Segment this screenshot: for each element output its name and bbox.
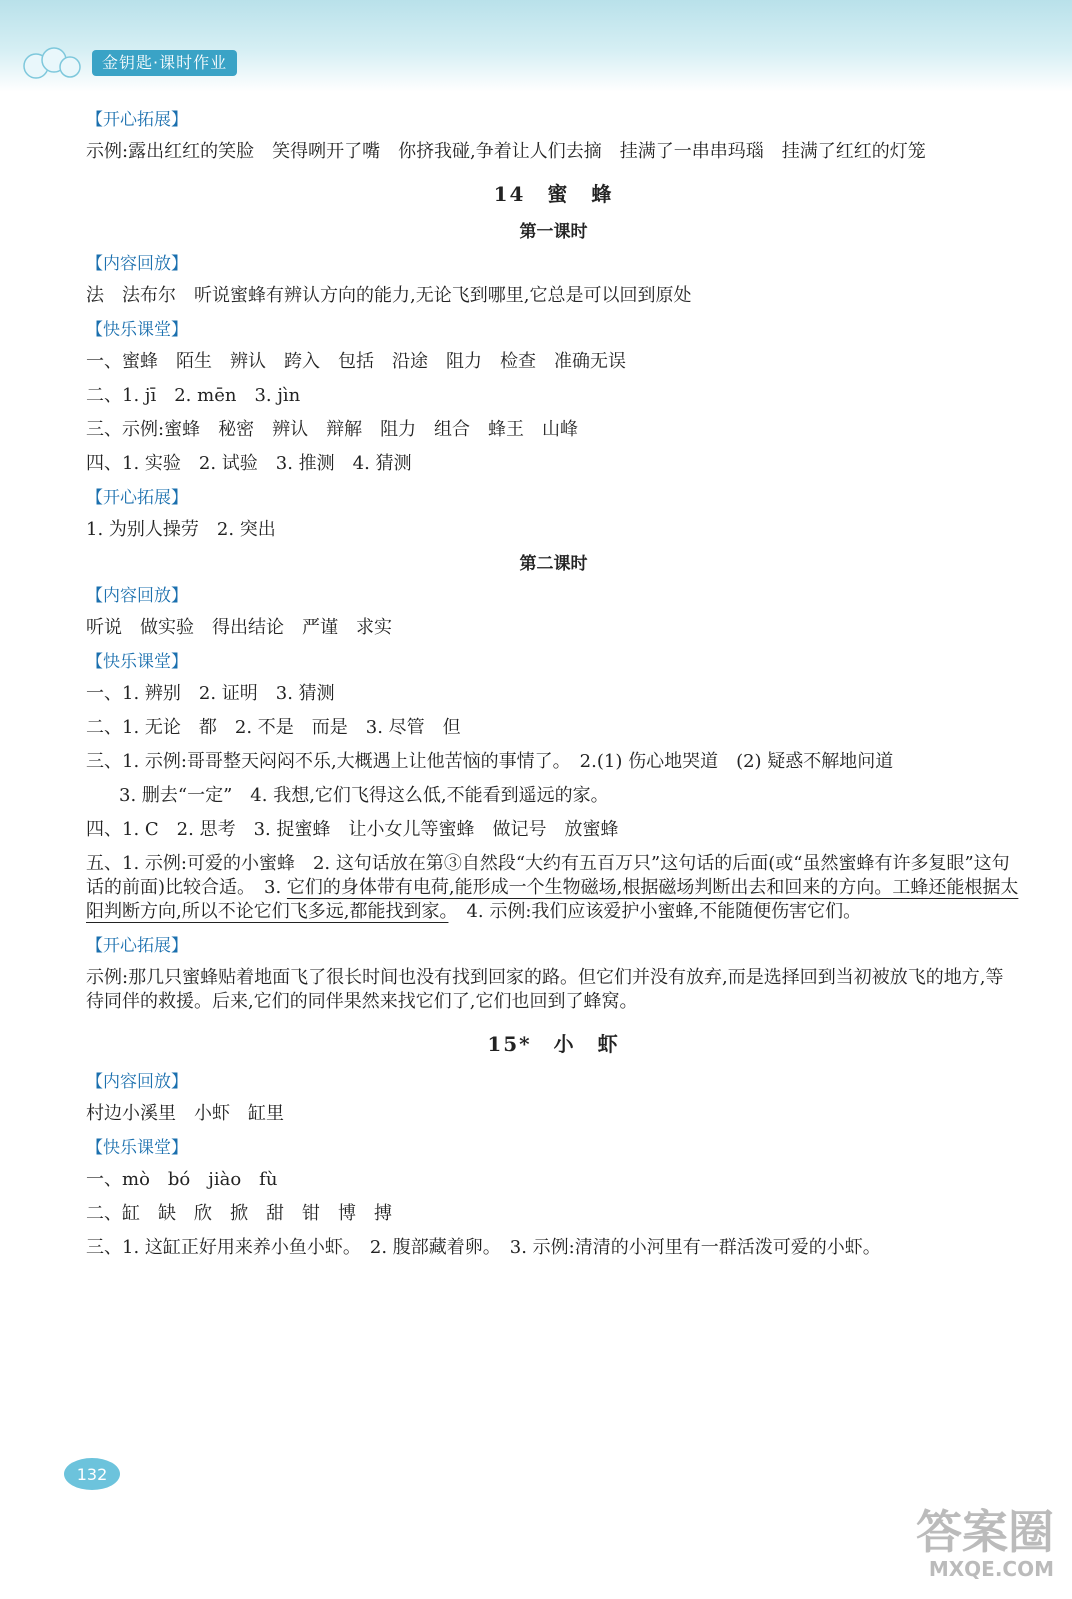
- answer-line: 听说 做实验 得出结论 严谨 求实: [86, 617, 392, 638]
- page-number: 132: [76, 1465, 108, 1484]
- section-tag: 【内容回放】: [86, 1072, 188, 1092]
- answer-paragraph: [86, 852, 1021, 924]
- answer-line: 三、示例:蜜蜂 秘密 辨认 辩解 阻力 组合 蜂王 山峰: [86, 419, 579, 440]
- section-tag: 【快乐课堂】: [86, 1138, 188, 1158]
- period-title: 第二课时: [519, 554, 588, 574]
- series-title: 金钥匙·课时作业: [92, 50, 237, 76]
- answer-text: 4. 示例:我们应该爱护小蜜蜂,不能随便伤害它们。: [448, 901, 862, 922]
- cloud-logo-icon: [20, 46, 84, 80]
- answer-content: [86, 102, 1021, 1270]
- header-band: [0, 0, 1072, 92]
- underlined-answer: 它们的身体带有电荷,能形成一个生物磁场,根据磁场判断出去和回来的方向。工蜂还能根据太阳判断方向,所以不论它们飞多远,都能找到家。: [86, 877, 1019, 922]
- answer-line: 四、1. C 2. 思考 3. 捉蜜蜂 让小女儿等蜜蜂 做记号 放蜜蜂: [86, 819, 619, 840]
- period-title: 第一课时: [519, 222, 588, 242]
- answer-line: 二、缸 缺 欣 掀 甜 钳 博 搏: [86, 1203, 392, 1224]
- answer-line: 1. 为别人操劳 2. 突出: [86, 519, 276, 540]
- answer-line: 法 法布尔 听说蜜蜂有辨认方向的能力,无论飞到哪里,它总是可以回到原处: [86, 285, 692, 306]
- answer-text: 五、1. 示例:可爱的小蜜蜂 2. 这句话放在第③自然段“大约有五百万只”这句话的后面(或“虽然蜜蜂有许多复眼”这句话的前面)比较合适。 3.: [86, 853, 1010, 898]
- section-tag: 【开心拓展】: [86, 488, 188, 508]
- answer-line: 一、mò bó jiào fù: [86, 1169, 278, 1190]
- answer-line: 二、1. 无论 都 2. 不是 而是 3. 尽管 但: [86, 717, 461, 738]
- answer-line: 三、1. 示例:哥哥整天闷闷不乐,大概遇上让他苦恼的事情了。 2.(1) 伤心地哭道 (2) 疑惑不解地问道: [86, 751, 894, 772]
- answer-line: 示例:那几只蜜蜂贴着地面飞了很长时间也没有找到回家的路。但它们并没有放弃,而是选择回到当初被放飞的地方,等待同伴的救援。后来,它们的同伴果然来找它们了,它们也回到了蜂窝。: [86, 967, 1004, 1012]
- watermark-url: MXQE.COM: [928, 1557, 1054, 1581]
- lesson-title: 15* 小 虾: [487, 1032, 620, 1056]
- page-number-badge: [62, 1452, 122, 1492]
- section-tag: 【快乐课堂】: [86, 652, 188, 672]
- section-tag: 【内容回放】: [86, 586, 188, 606]
- answer-line: 三、1. 这缸正好用来养小鱼小虾。 2. 腹部藏着卵。 3. 示例:清清的小河里有一群活泼可爱的小虾。: [86, 1237, 881, 1258]
- answer-line: 示例:露出红红的笑脸 笑得咧开了嘴 你挤我碰,争着让人们去摘 挂满了一串串玛瑙 挂满了红红的灯笼: [86, 141, 926, 162]
- answer-line: 村边小溪里 小虾 缸里: [86, 1103, 284, 1124]
- section-tag: 【内容回放】: [86, 254, 188, 274]
- answer-line: 3. 删去“一定” 4. 我想,它们飞得这么低,不能看到遥远的家。: [119, 785, 609, 806]
- section-tag: 【快乐课堂】: [86, 320, 188, 340]
- lesson-title: 14 蜜 蜂: [493, 182, 614, 206]
- watermark-logo-text: 答案圈: [916, 1505, 1054, 1559]
- answer-line: 四、1. 实验 2. 试验 3. 推测 4. 猜测: [86, 453, 412, 474]
- answer-line: 一、1. 辨别 2. 证明 3. 猜测: [86, 683, 335, 704]
- answer-line: 一、蜜蜂 陌生 辨认 跨入 包括 沿途 阻力 检查 准确无误: [86, 351, 626, 372]
- section-tag: 【开心拓展】: [86, 110, 188, 130]
- answer-line: 二、1. jī 2. mēn 3. jìn: [86, 385, 301, 406]
- site-watermark: [854, 1507, 1054, 1587]
- section-tag: 【开心拓展】: [86, 936, 188, 956]
